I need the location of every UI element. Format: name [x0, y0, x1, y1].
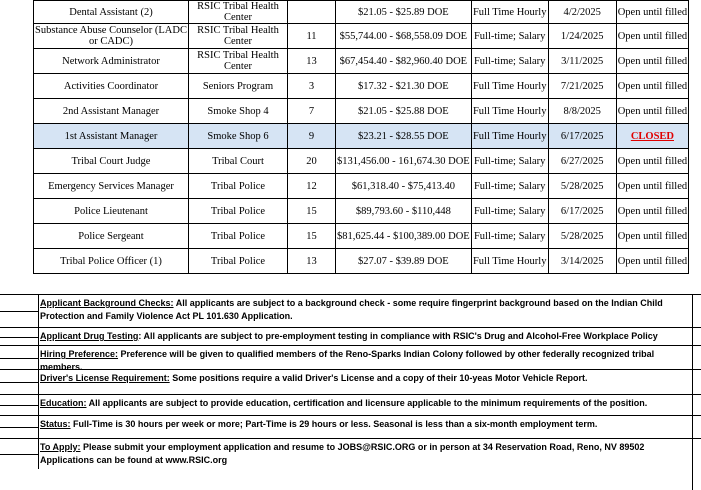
status-note — [0, 415, 701, 438]
left-margin-divider — [0, 454, 38, 455]
grade: 11 — [288, 24, 336, 49]
job-title: Activities Coordinator — [34, 74, 189, 99]
department: RSIC Tribal Health Center — [189, 24, 288, 49]
note-heading: Hiring Preference: — [40, 349, 119, 359]
closing-status: Open until filled — [616, 24, 688, 49]
closing-status: Open until filled — [616, 49, 688, 74]
left-margin-cell — [0, 395, 39, 415]
department: Seniors Program — [189, 74, 288, 99]
job-row — [34, 149, 689, 174]
job-title: Substance Abuse Counselor (LADC or CADC) — [35, 25, 187, 47]
pay-range: $81,625.44 - $100,389.00 DOE — [336, 224, 472, 249]
drug-testing-note — [0, 327, 701, 345]
background-check-note — [0, 294, 701, 327]
note-text: All applicants are subject to a background check - some require fingerprint background based on the Indian Child Protection and Family Violence Act PL 101.630 Application. — [40, 298, 663, 321]
department: Tribal Police — [189, 249, 288, 274]
application-notes — [0, 294, 701, 469]
posted-date: 4/2/2025 — [548, 1, 616, 24]
pay-range: $131,456.00 - 161,674.30 DOE — [336, 149, 472, 174]
closing-status: Open until filled — [616, 249, 688, 274]
job-listings-table — [33, 0, 689, 274]
grade — [288, 1, 336, 24]
left-margin-cell — [0, 439, 39, 469]
left-margin-divider — [0, 382, 38, 383]
posted-date: 8/8/2025 — [548, 99, 616, 124]
department: Tribal Police — [189, 174, 288, 199]
drivers-license-note — [0, 369, 701, 394]
closing-status: Open until filled — [616, 224, 688, 249]
employment-type: Full Time Hourly — [471, 74, 548, 99]
note-heading: Applicant Drug Testing — [40, 331, 139, 341]
job-row — [34, 224, 689, 249]
closing-status: Open until filled — [616, 174, 688, 199]
employment-type: Full Time Hourly — [471, 1, 548, 24]
grade: 13 — [288, 49, 336, 74]
department: Tribal Court — [189, 149, 288, 174]
grade: 12 — [288, 174, 336, 199]
grade: 15 — [288, 224, 336, 249]
posted-date: 6/17/2025 — [548, 124, 616, 149]
pay-range: $61,318.40 - $75,413.40 — [336, 174, 472, 199]
note-text: Full-Time is 30 hours per week or more; Part-Time is 29 hours or less. Seasonal is less than a six-month employment term. — [70, 419, 598, 429]
posted-date: 1/24/2025 — [548, 24, 616, 49]
posted-date: 5/28/2025 — [548, 224, 616, 249]
note-heading: To Apply: — [40, 442, 81, 452]
job-title: Emergency Services Manager — [34, 174, 189, 199]
left-margin-divider — [0, 311, 38, 312]
left-margin-divider — [0, 427, 38, 428]
employment-type: Full-time; Salary — [471, 149, 548, 174]
note-text: All applicants are subject to provide education, certification and licensure applicable to the minimum requirements of the position. — [86, 398, 648, 408]
left-margin-divider — [0, 358, 38, 359]
pay-range: $17.32 - $21.30 DOE — [336, 74, 472, 99]
job-title: Tribal Police Officer (1) — [34, 249, 189, 274]
grade: 15 — [288, 199, 336, 224]
department: RSIC Tribal Health Center — [189, 49, 288, 74]
pay-range: $89,793.60 - $110,448 — [336, 199, 472, 224]
employment-type: Full-time; Salary — [471, 174, 548, 199]
employment-type: Full Time Hourly — [471, 249, 548, 274]
education-note — [0, 394, 701, 415]
posted-date: 3/14/2025 — [548, 249, 616, 274]
note-text: : All applicants are subject to pre-employment testing in compliance with RSIC's Drug and Alcohol-Free Workplace Policy — [138, 331, 658, 341]
closing-status: Open until filled — [616, 74, 688, 99]
posted-date: 6/17/2025 — [548, 199, 616, 224]
job-title: Police Lieutenant — [34, 199, 189, 224]
job-row — [34, 1, 689, 24]
employment-type: Full-time; Salary — [471, 24, 548, 49]
pay-range: $67,454.40 - $82,960.40 DOE — [336, 49, 472, 74]
job-row — [34, 199, 689, 224]
left-margin-cell — [0, 328, 39, 345]
note-text: Please submit your employment application and resume to JOBS@RSIC.ORG or in person at 34 Reservation Road, Reno, NV 89502 Applications can be found at www.RSIC.org — [40, 442, 645, 465]
closing-status — [616, 124, 688, 149]
job-title: Police Sergeant — [34, 224, 189, 249]
grade: 7 — [288, 99, 336, 124]
closing-status: Open until filled — [616, 149, 688, 174]
employment-type: Full Time Hourly — [471, 124, 548, 149]
note-heading: Education: — [40, 398, 87, 408]
pay-range: $23.21 - $28.55 DOE — [336, 124, 472, 149]
department: Tribal Police — [189, 224, 288, 249]
department: Smoke Shop 4 — [189, 99, 288, 124]
left-margin-cell — [0, 370, 39, 394]
closed-status-badge: CLOSED — [630, 130, 674, 142]
department: RSIC Tribal Health Center — [189, 1, 288, 24]
pay-range: $27.07 - $39.89 DOE — [336, 249, 472, 274]
closing-status: Open until filled — [616, 1, 688, 24]
posted-date: 7/21/2025 — [548, 74, 616, 99]
closing-status: Open until filled — [616, 99, 688, 124]
pay-range: $21.05 - $25.88 DOE — [336, 99, 472, 124]
notes-right-border — [692, 294, 693, 490]
grade: 20 — [288, 149, 336, 174]
job-row — [34, 99, 689, 124]
posted-date: 6/27/2025 — [548, 149, 616, 174]
job-title: 2nd Assistant Manager — [34, 99, 189, 124]
job-title: Dental Assistant (2) — [34, 1, 189, 24]
department: Smoke Shop 6 — [189, 124, 288, 149]
job-row — [34, 49, 689, 74]
employment-type: Full-time; Salary — [471, 224, 548, 249]
posted-date: 3/11/2025 — [548, 49, 616, 74]
job-row — [34, 124, 689, 149]
pay-range: $55,744.00 - $68,558.09 DOE — [336, 24, 472, 49]
job-row — [34, 174, 689, 199]
department: Tribal Police — [189, 199, 288, 224]
left-margin-cell — [0, 416, 39, 438]
left-margin-cell — [0, 346, 39, 369]
to-apply-note — [0, 438, 701, 469]
grade: 9 — [288, 124, 336, 149]
job-title: Network Administrator — [34, 49, 189, 74]
grade: 13 — [288, 249, 336, 274]
note-text: Some positions require a valid Driver's License and a copy of their 10-yeas Motor Vehicle Report. — [169, 373, 588, 383]
note-heading: Driver's License Requirement: — [40, 373, 170, 383]
note-heading: Status: — [40, 419, 71, 429]
employment-type: Full Time Hourly — [471, 99, 548, 124]
employment-type: Full-time; Salary — [471, 199, 548, 224]
left-margin-divider — [0, 337, 38, 338]
hiring-preference-note — [0, 345, 701, 372]
employment-type: Full-time; Salary — [471, 49, 548, 74]
closing-status: Open until filled — [616, 199, 688, 224]
posted-date: 5/28/2025 — [548, 174, 616, 199]
job-title: Tribal Court Judge — [34, 149, 189, 174]
grade: 3 — [288, 74, 336, 99]
left-margin-cell — [0, 295, 39, 327]
job-row — [34, 24, 689, 49]
left-margin-divider — [0, 405, 38, 406]
note-text: Preference will be given to qualified members of the Reno-Sparks Indian Colony followed by other federally recognized tribal members. — [40, 349, 655, 372]
job-row — [34, 249, 689, 274]
job-title: 1st Assistant Manager — [34, 124, 189, 149]
pay-range: $21.05 - $25.89 DOE — [336, 1, 472, 24]
job-row — [34, 74, 689, 99]
note-heading: Applicant Background Checks: — [40, 298, 174, 308]
